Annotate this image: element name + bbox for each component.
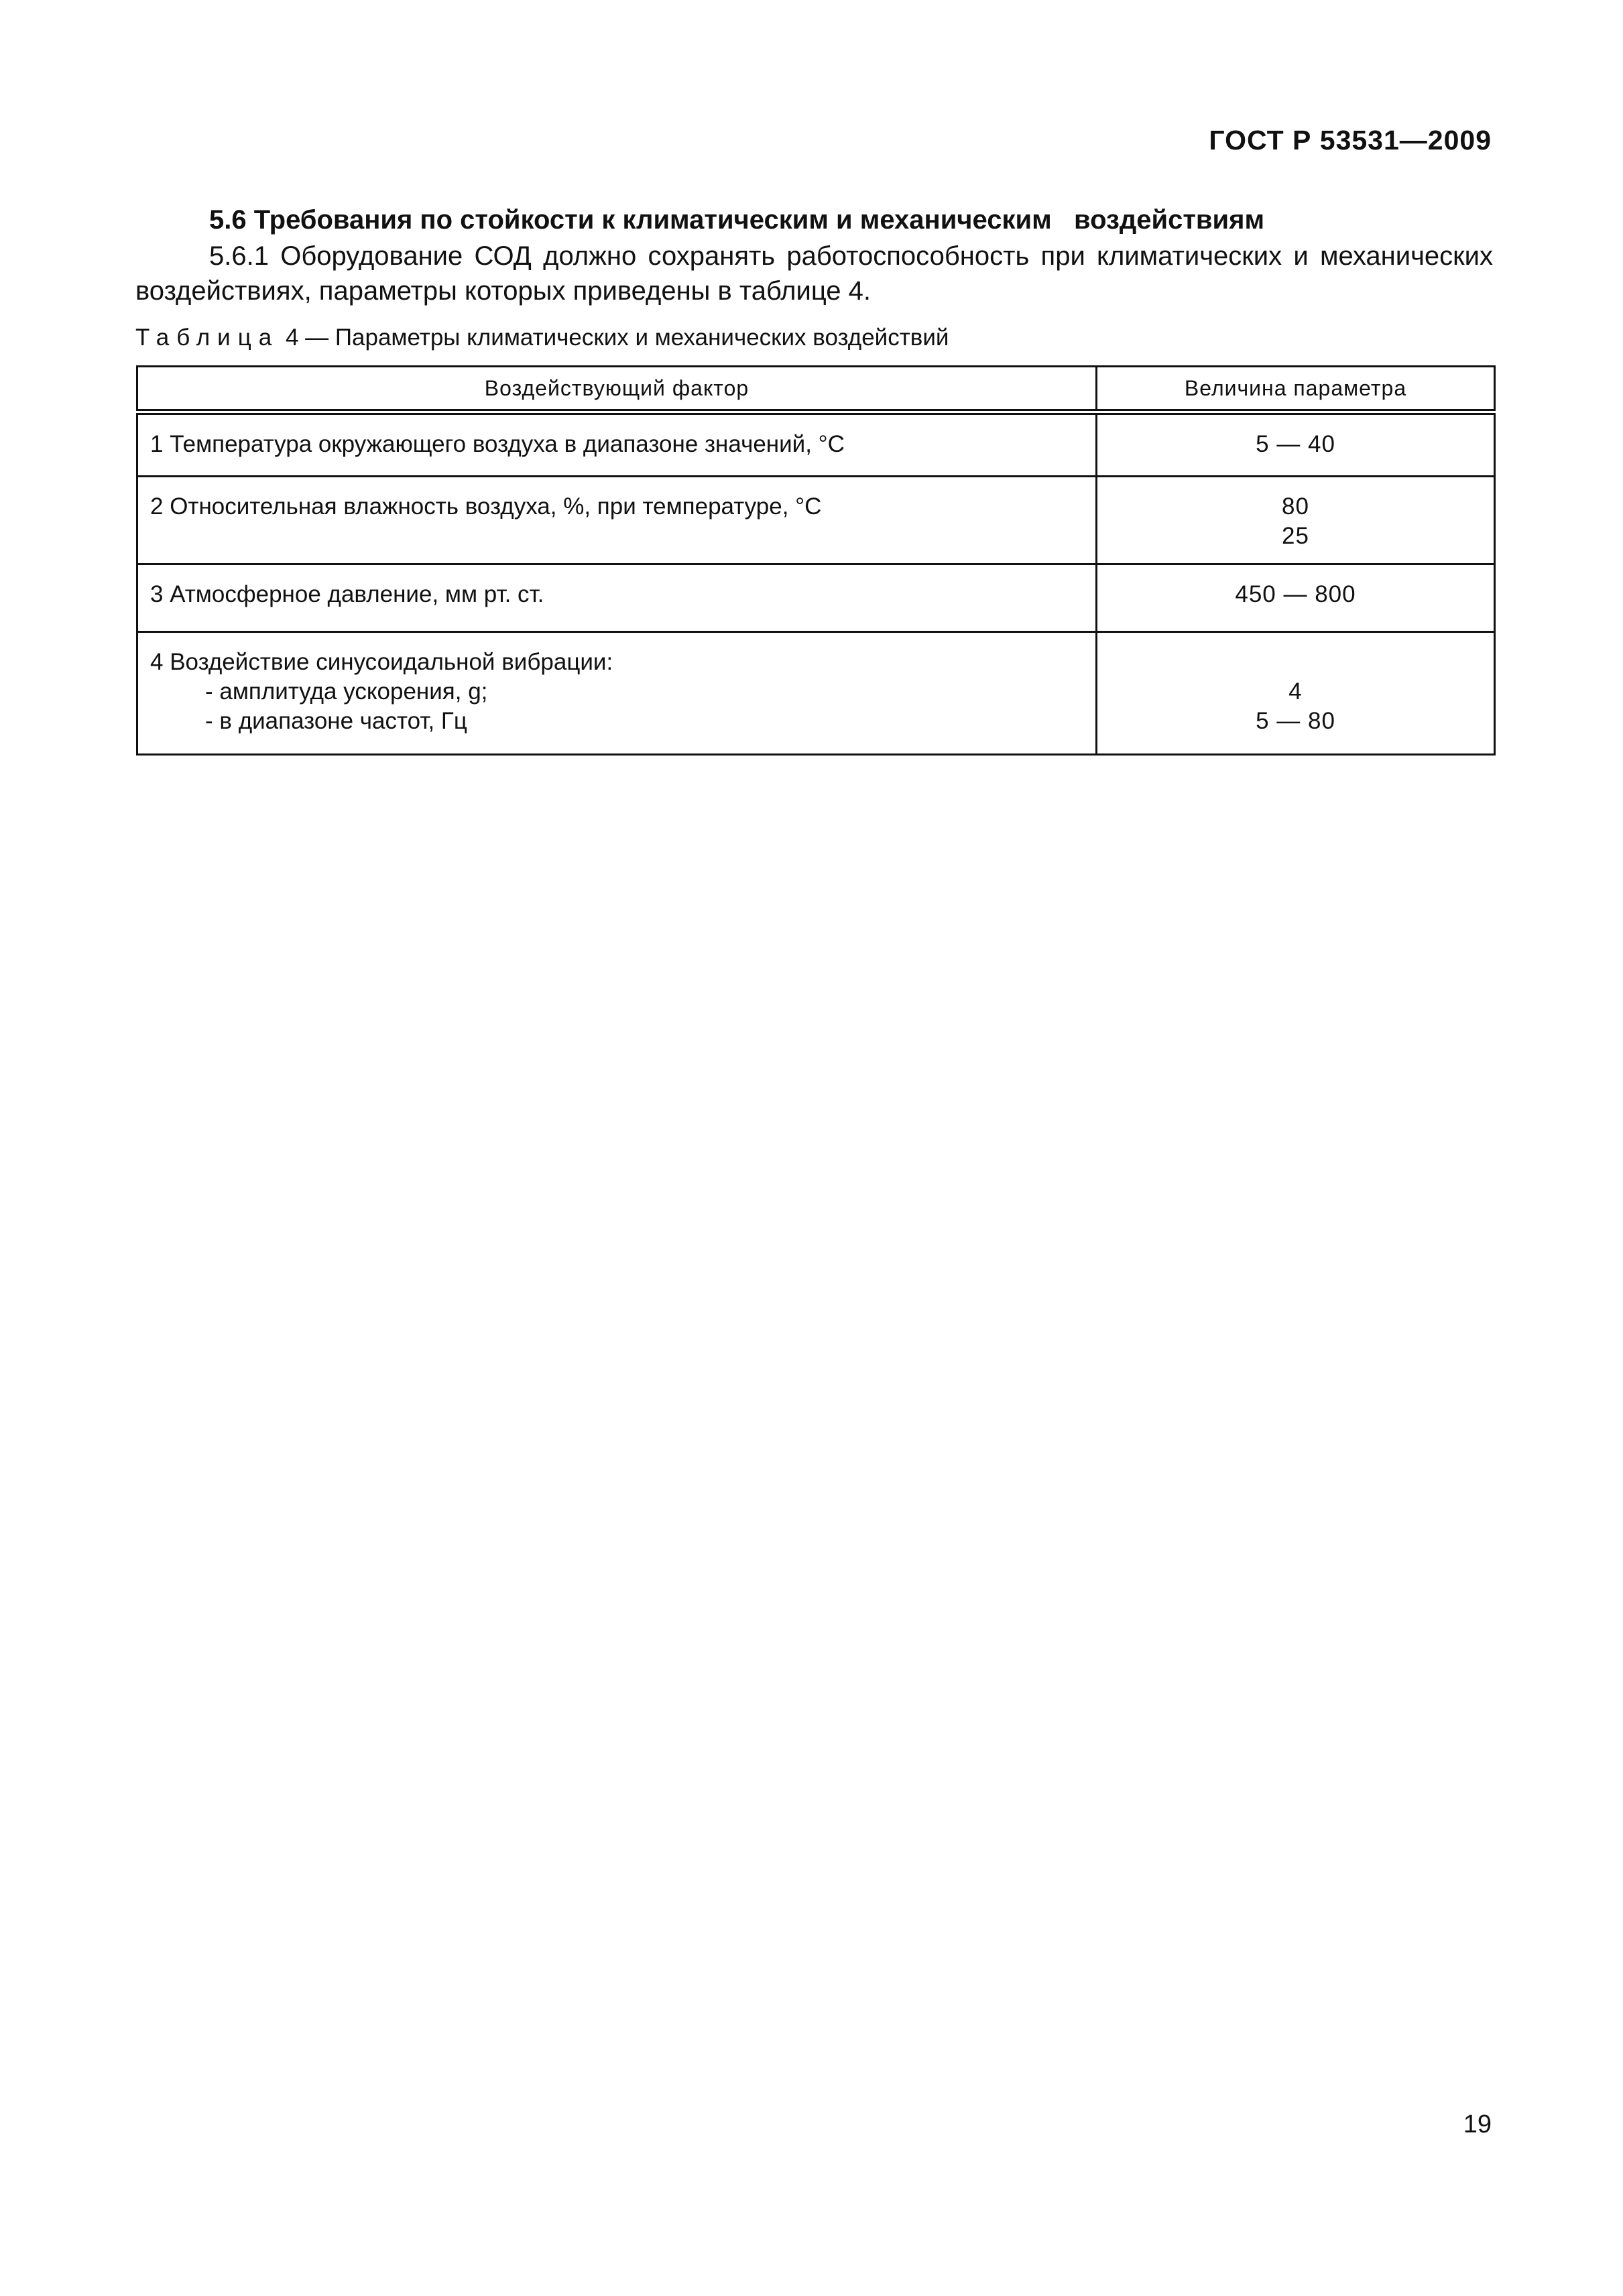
- value-line: 5 — 40: [1256, 431, 1335, 457]
- value-cell: [1097, 477, 1495, 564]
- value-line: 25: [1282, 523, 1309, 549]
- value-line: 80: [1282, 493, 1309, 520]
- factor-cell: 1 Температура окружающего воздуха в диапазоне значений, °С: [137, 412, 1097, 477]
- table-row: [137, 477, 1495, 564]
- page-number: 19: [1463, 2110, 1492, 2138]
- table-header-row: [137, 367, 1495, 412]
- value-line: 450 — 800: [1235, 581, 1356, 607]
- value-cell: [1097, 412, 1495, 477]
- table-row: [137, 632, 1495, 755]
- table-caption: [135, 324, 949, 351]
- factor-sub-item: - амплитуда ускорения, g;: [205, 678, 488, 705]
- value-line: 4: [1288, 678, 1303, 705]
- table-row: [137, 412, 1495, 477]
- value-cell: [1097, 632, 1495, 755]
- factor-cell: 2 Относительная влажность воздуха, %, при температуре, °С: [137, 477, 1097, 564]
- document-code: ГОСТ Р 53531—2009: [1209, 125, 1492, 156]
- factor-sub-item: - в диапазоне частот, Гц: [205, 708, 467, 734]
- section-heading: 5.6 Требования по стойкости к климатическим и механическим воздействиям: [209, 205, 1265, 235]
- section-paragraph: 5.6.1 Оборудование СОД должно сохранять работоспособность при климатических и механических воздействиях, параметры которых приведены в таблице 4.: [135, 241, 1493, 306]
- header-value: Величина параметра: [1097, 367, 1495, 412]
- header-factor: Воздействующий фактор: [137, 367, 1097, 412]
- value-cell: [1097, 564, 1495, 632]
- factor-cell: 3 Атмосферное давление, мм рт. ст.: [137, 564, 1097, 632]
- value-spacer: [1109, 648, 1482, 677]
- value-line: 5 — 80: [1256, 708, 1335, 734]
- parameters-table: [136, 365, 1496, 756]
- factor-cell: [137, 632, 1097, 755]
- factor-line: 4 Воздействие синусоидальной вибрации:: [150, 649, 613, 675]
- table-caption-label: Таблица: [135, 324, 280, 351]
- table-caption-title: 4 — Параметры климатических и механических воздействий: [279, 324, 949, 351]
- table-row: [137, 564, 1495, 632]
